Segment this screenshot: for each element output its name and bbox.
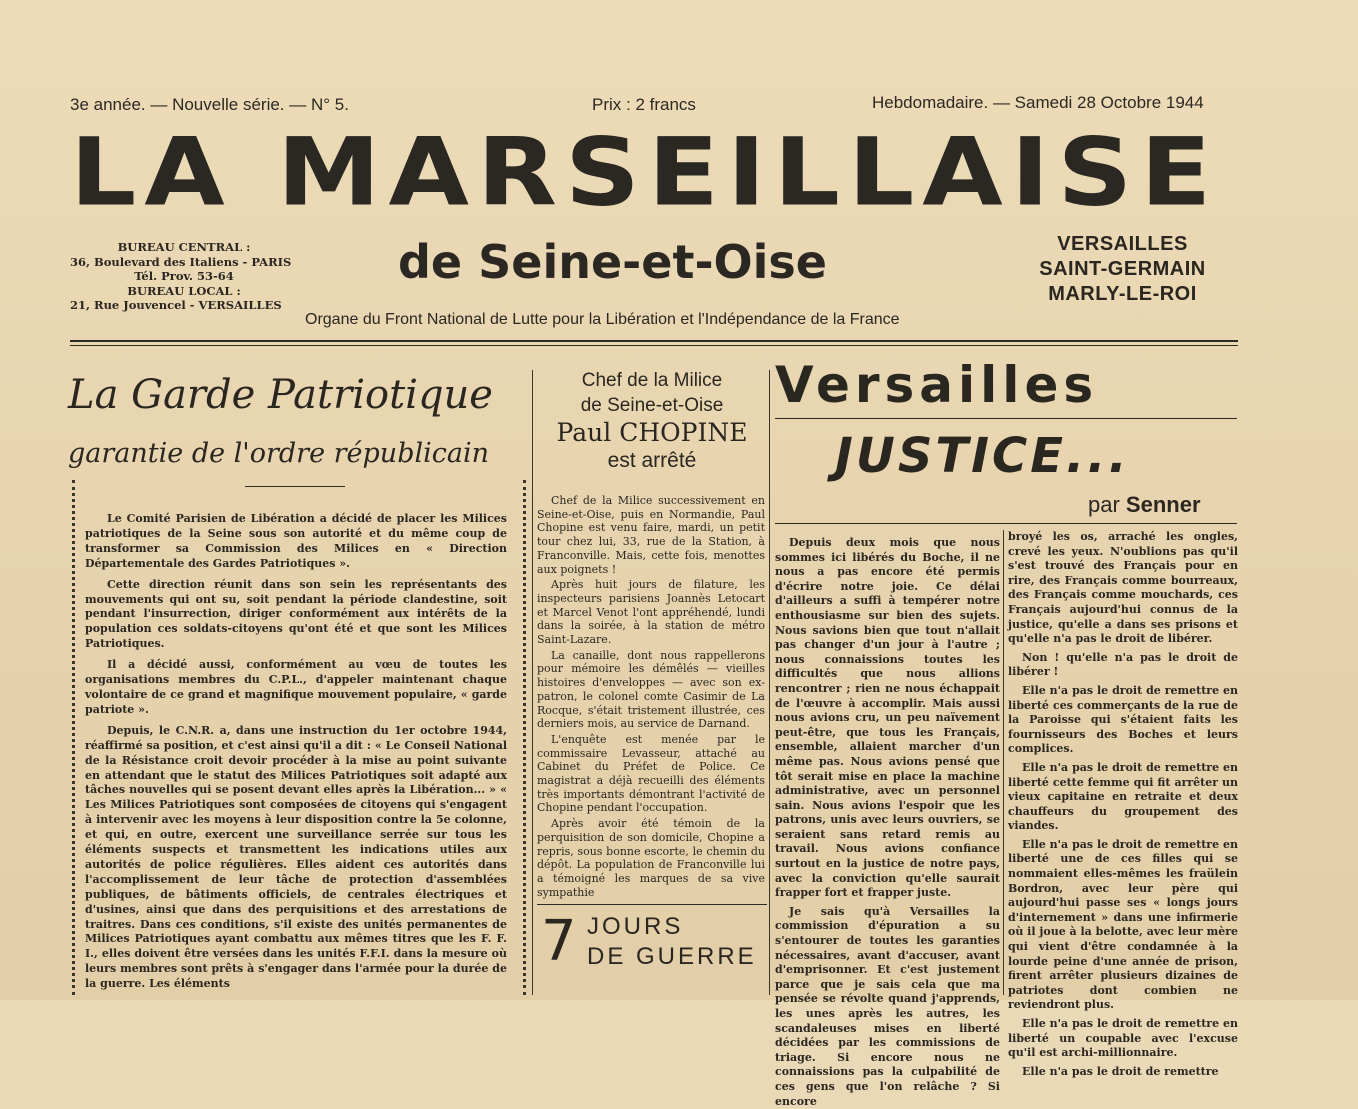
byline [1088, 492, 1201, 518]
article-body-column [1008, 530, 1238, 1078]
paragraph: La canaille, dont nous rappellerons pour mémoire les démêlés — vieilles histoires d'enveloppes — avec son ex-patron, le colonel comte Casimir de La Rocque, s'était tristement illustrée, ces derniers mois, au service de Darnand. [537, 648, 765, 731]
headline-name: Paul CHOPINE [556, 418, 748, 447]
article-headline: Versailles [775, 356, 1099, 414]
towns-block [1020, 232, 1225, 307]
column-rule [1003, 530, 1004, 995]
town-name: MARLY-LE-ROI [1048, 283, 1197, 305]
article-body [537, 494, 765, 899]
paragraph: Elle n'a pas le droit de remettre en liberté un coupable avec l'excuse qu'il est archi-millionnaire. [1008, 1017, 1238, 1060]
dateline: Hebdomadaire. — Samedi 28 Octobre 1944 [872, 93, 1204, 112]
paragraph: Le Comité Parisien de Libération a décidé de placer les Milices patriotiques de la Seine sous son autorité et du même coup de transformer sa Commission des Milices en « Direction Départementale des Gardes Patriotiques ». [85, 512, 507, 570]
byline-prefix: par [1088, 492, 1120, 517]
masthead-rule [70, 340, 1238, 342]
article-body-column [775, 536, 1000, 1108]
town-name: SAINT-GERMAIN [1039, 258, 1206, 280]
paragraph: Chef de la Milice successivement en Seine-et-Oise, puis en Normandie, Paul Chopine est venu faire, mardi, un petit tour chez lui, 33, rue de la Station, à Franconville. Mais, cette fois, menottes aux poignets ! [537, 494, 765, 576]
byline-author: Senner [1125, 492, 1201, 517]
article-subheadline: JUSTICE... [835, 428, 1130, 484]
paragraph: Je sais qu'à Versailles la commission d'épuration a su s'entourer de toutes les garanties nécessaires, avant d'accuser, avant d'emprisonner. Et c'est justement parce que je sais cela que ma pensée se révolte quand j'apprends, les unes après les autres, les scandaleuses mises en liberté décidées par les commissions de triage. Si encore nous ne connaissions pas la culpabilité de ces gens que l'on relâche ? Si encore [775, 904, 1000, 1108]
paragraph: Il a décidé aussi, conformément au vœu de toutes les organisations membres du C.P.L., d'appeler maintenant chaque volontaire de ce grand et magnifique mouvement populaire, « garde patriote ». [85, 658, 507, 716]
headline-line: Chef de la Milice [581, 370, 723, 391]
paragraph: Après huit jours de filature, les inspecteurs parisiens Joannès Letocart et Marcel Venot l'ont appréhendé, lundi dans la soirée, à la station de métro Saint-Lazare. [537, 578, 765, 647]
article-headline [537, 368, 767, 473]
column-border [523, 480, 526, 995]
paragraph: L'enquête est menée par le commissaire Levasseur, attaché au Cabinet du Préfet de Police. Ce magistrat a déjà recueilli des éléments très importants démontrant l'activité de Chopine pendant l'occupation. [537, 732, 765, 815]
issue-number: 3e année. — Nouvelle série. — N° 5. [70, 95, 349, 114]
paragraph: Non ! qu'elle n'a pas le droit de libérer ! [1008, 650, 1238, 679]
jours-heading [587, 912, 767, 972]
paragraph: Elle n'a pas le droit de remettre [1022, 1064, 1219, 1078]
bureau-block [70, 240, 298, 313]
bureau-central-label: BUREAU CENTRAL : [117, 240, 251, 254]
bureau-central-phone: Tél. Prov. 53-64 [134, 269, 234, 283]
organe-tagline: Organe du Front National de Lutte pour la Libération et l'Indépendance de la France [305, 311, 900, 328]
section-divider [537, 904, 767, 905]
article-headline: La Garde Patriotique [68, 372, 493, 418]
bureau-local-address: 21, Rue Jouvencel - VERSAILLES [70, 298, 282, 312]
paragraph: Cette direction réunit dans son sein les représentants des mouvements qui ont su, soit pendant la période clandestine, soit pendant l'insurrection, diriger conformément aux intérêts de la population ces soldats-citoyens qu'ont été et que sont les Milices Patriotiques. [85, 577, 507, 651]
paragraph: Depuis deux mois que nous sommes ici libérés du Boche, il ne nous a pas encore été permis d'écrire notre joie. Ce délai d'ailleurs a suffi à tempérer notre enthousiasme sur bien des sujets. Nous savions bien que tout n'allait pas changer d'un jour à l'autre ; nous connaissions toutes les difficultés que nous allions rencontrer ; rien ne nous échappait de l'œuvre à accomplir. Mais aussi nous avions cru, un peu naïvement peut-être, que tous les Français, ensemble, allaient marcher d'un même pas. Nous avions pensé que tôt serait mise en place la machine administrative, avec un personnel sain. Nous avions l'espoir que les patrons, unis avec leurs ouvriers, se seraient sans retard remis au travail. Nous avions confiance surtout en la justice de notre pays, avec la conviction qu'elle saurait frapper fort et frapper juste. [775, 536, 1000, 900]
headline-divider [775, 418, 1237, 419]
column-rule [532, 370, 533, 995]
town-name: VERSAILLES [1057, 233, 1188, 255]
article-body [85, 512, 507, 997]
headline-line: est arrêté [607, 449, 697, 472]
headline-divider [245, 486, 345, 487]
article-subheadline: garantie de l'ordre républicain [68, 438, 489, 469]
paragraph: Depuis, le C.N.R. a, dans une instruction du 1er octobre 1944, réaffirmé sa position, et c'est ainsi qu'il a dit : « Le Conseil National de la Résistance croit devoir procéder à la mise au point suivante en attendant que le statut des Milices Patriotiques soit adapté aux tâches nouvelles qui se posent devant elles après la Libération... » « Les Milices Patriotiques sont composées de citoyens qui s'engagent à intervenir avec les moyens à leur disposition contre la 5e colonne, et qui, en outre, exercent une surveillance serrée sur tous les éléments suspects et transmettent les indications utiles aux autorités de police régulières. Elles aident ces autorités dans l'accomplissement de leur tâche de protection d'assemblées publiques, de bâtiments officiels, de centrales électriques et d'usines, ainsi que dans des perquisitions et des arrestations de traitres. Dans ces conditions, s'il existe des unités permanentes de Milices Patriotiques ayant combattu aux mêmes titres que les F. F. I., elles doivent être versées dans les unités F.F.I. dans la mesure où leurs membres sont prêts à s'engager dans l'armée pour la durée de la guerre. Les éléments [85, 723, 507, 991]
paragraph: Elle n'a pas le droit de remettre en liberté une de ces filles qui se nommaient elles-mêmes les fraülein Bordron, avec leur père qui aujourd'hui passe ses « longs jours d'internement » dans une infirmerie où il joue à la belotte, avec leur mère qui vient d'être condamnée à la lourde peine d'une année de prison, firent arrêter plusieurs dizaines de patriotes dont combien ne reviendront plus. [1008, 837, 1238, 1012]
masthead-title: LA MARSEILLAISE [70, 117, 1220, 227]
bureau-local-label: BUREAU LOCAL : [127, 283, 241, 298]
byline-divider [775, 523, 1237, 524]
jours-line: DE GUERRE [587, 943, 757, 970]
paragraph: Elle n'a pas le droit de remettre en liberté ces commerçants de la rue de la Paroisse qui s'étaient faits les fournisseurs des Boches et leurs complices. [1008, 683, 1238, 756]
column-border [72, 480, 75, 995]
paragraph: Après avoir été témoin de la perquisition de son domicile, Chopine a repris, sous bonne escorte, le chemin du dépôt. La population de Franconville lui a témoigné les marques de sa vive sympathie [537, 817, 765, 899]
headline-line: de Seine-et-Oise [580, 395, 724, 416]
column-rule [769, 370, 770, 995]
jours-number: 7 [541, 909, 577, 974]
jours-line: JOURS [587, 913, 684, 940]
paragraph: broyé les os, arraché les ongles, crevé les yeux. N'oublions pas qu'il s'est trouvé des Français pour en rire, des Français comme bourreaux, des Français comme mouchards, ces Français aujourd'hui connus de la justice, qu'elle a dans ses prisons et qu'elle n'a pas le droit de libérer. [1008, 530, 1238, 646]
paragraph: Elle n'a pas le droit de remettre en liberté cette femme qui fit arrêter un vieux capitaine en retraite et deux chauffeurs du groupement des viandes. [1008, 760, 1238, 833]
masthead-rule-thin [70, 345, 1238, 346]
masthead-subtitle: de Seine-et-Oise [398, 235, 828, 289]
price: Prix : 2 francs [592, 95, 696, 114]
bureau-central-address: 36, Boulevard des Italiens - PARIS [70, 254, 292, 269]
